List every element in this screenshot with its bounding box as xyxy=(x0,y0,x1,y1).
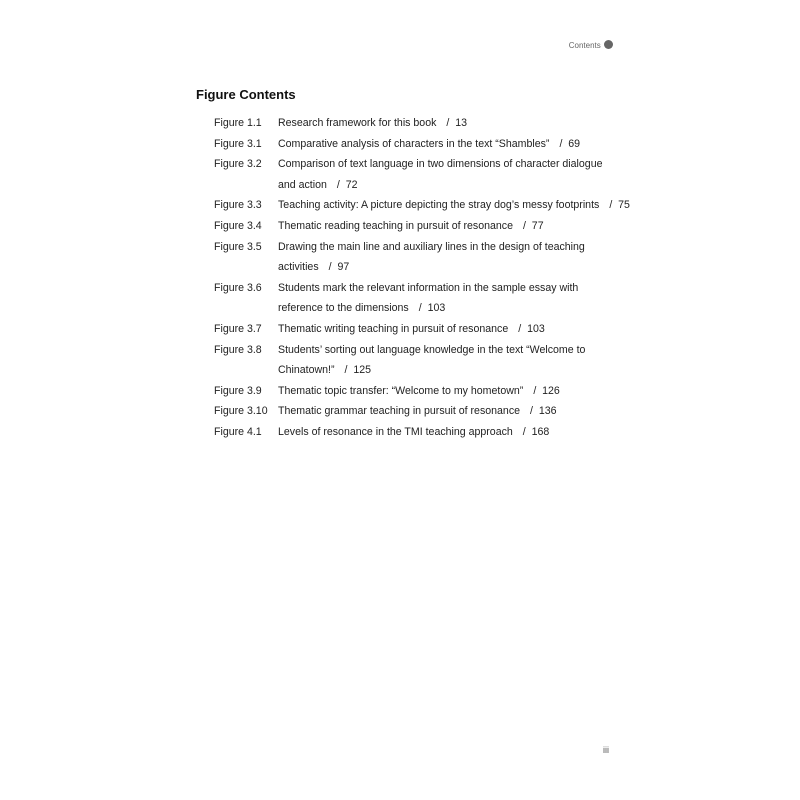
figure-number: Figure 3.5 xyxy=(214,240,262,253)
figure-number: Figure 3.8 xyxy=(214,343,262,356)
figure-caption xyxy=(278,360,654,381)
figure-caption xyxy=(278,298,654,319)
running-header xyxy=(0,40,613,50)
figure-page-ref: / 72 xyxy=(336,178,358,191)
figure-entry-continuation xyxy=(214,257,654,278)
figure-number xyxy=(214,175,278,196)
figure-entry-continuation xyxy=(214,175,654,196)
figure-caption xyxy=(278,134,654,155)
figure-number: Figure 3.3 xyxy=(214,199,262,212)
figure-number: Figure 3.6 xyxy=(214,281,262,294)
figure-caption xyxy=(278,175,654,196)
figure-number: Figure 1.1 xyxy=(214,117,262,129)
figure-caption xyxy=(278,340,654,361)
figure-page-ref: / 168 xyxy=(522,425,550,438)
figure-caption xyxy=(278,113,654,134)
figure-caption xyxy=(278,216,654,237)
figure-number: Figure 3.4 xyxy=(214,219,262,232)
figure-number: Figure 3.2 xyxy=(214,158,262,171)
figure-entry xyxy=(214,319,654,340)
figure-caption-text: activities xyxy=(278,261,319,274)
figure-entry xyxy=(214,195,654,216)
figure-entry xyxy=(214,154,654,175)
figure-caption-text: Research framework for this book xyxy=(278,117,437,129)
figure-entry xyxy=(214,422,654,443)
bullet-dot-icon xyxy=(604,40,613,49)
figure-page-ref: / 69 xyxy=(559,137,581,150)
figure-entry xyxy=(214,216,654,237)
figure-caption-text: Thematic reading teaching in pursuit of resonance xyxy=(278,219,513,232)
figure-number: Figure 4.1 xyxy=(214,425,262,438)
page-title: Figure Contents xyxy=(196,87,296,102)
figure-entry xyxy=(214,381,654,402)
figure-number: Figure 3.1 xyxy=(214,137,262,150)
figure-number xyxy=(214,360,278,381)
figure-caption xyxy=(278,381,654,402)
figure-entry xyxy=(214,340,654,361)
figure-number xyxy=(214,298,278,319)
figure-entry xyxy=(214,237,654,258)
figure-caption xyxy=(278,422,654,443)
figure-entry xyxy=(214,278,654,299)
figure-caption-text: Students mark the relevant information in the sample essay with xyxy=(278,281,579,294)
figure-page-ref: / 97 xyxy=(328,261,350,274)
figure-caption-text: Thematic writing teaching in pursuit of resonance xyxy=(278,322,509,335)
figure-number xyxy=(214,257,278,278)
figure-caption-text: Comparison of text language in two dimensions of character dialogue xyxy=(278,158,603,171)
figure-caption xyxy=(278,319,654,340)
figure-caption xyxy=(278,401,654,422)
figure-caption-text: Thematic topic transfer: “Welcome to my hometown” xyxy=(278,384,524,397)
figure-caption-text: Comparative analysis of characters in the text “Shambles” xyxy=(278,137,550,150)
figure-caption-text: Thematic grammar teaching in pursuit of resonance xyxy=(278,405,521,418)
figure-entry xyxy=(214,134,654,155)
header-section-label: Contents xyxy=(568,41,601,50)
figure-page-ref: / 13 xyxy=(446,117,468,129)
figure-page-ref: / 103 xyxy=(518,322,545,335)
figure-number: Figure 3.10 xyxy=(214,405,268,418)
figure-page-ref: / 126 xyxy=(533,384,560,397)
figure-caption-text: reference to the dimensions xyxy=(278,302,409,315)
figure-page-ref: / 103 xyxy=(418,302,446,315)
figure-number: Figure 3.9 xyxy=(214,384,262,397)
figure-entry-continuation xyxy=(214,360,654,381)
figure-caption xyxy=(278,278,654,299)
page-number: iii xyxy=(603,745,609,755)
figure-number: Figure 3.7 xyxy=(214,322,262,335)
figure-entry xyxy=(214,401,654,422)
figure-caption xyxy=(278,257,654,278)
figure-page-ref: / 77 xyxy=(522,219,544,232)
figure-entry-continuation xyxy=(214,298,654,319)
figure-caption-text: Chinatown!” xyxy=(278,364,335,377)
figure-list xyxy=(214,113,654,443)
figure-entry xyxy=(214,113,654,134)
figure-caption xyxy=(278,237,654,258)
figure-caption xyxy=(278,195,654,216)
figure-caption-text: Drawing the main line and auxiliary lines in the design of teaching xyxy=(278,240,585,253)
figure-page-ref: / 125 xyxy=(344,364,372,377)
figure-caption-text: and action xyxy=(278,178,327,191)
figure-caption xyxy=(278,154,654,175)
figure-page-ref: / 136 xyxy=(530,405,557,418)
figure-caption-text: Teaching activity: A picture depicting the stray dog’s messy footprints xyxy=(278,199,600,212)
figure-caption-text: Levels of resonance in the TMI teaching approach xyxy=(278,425,513,438)
figure-page-ref: / 75 xyxy=(609,199,630,212)
figure-caption-text: Students’ sorting out language knowledge in the text “Welcome to xyxy=(278,343,586,356)
